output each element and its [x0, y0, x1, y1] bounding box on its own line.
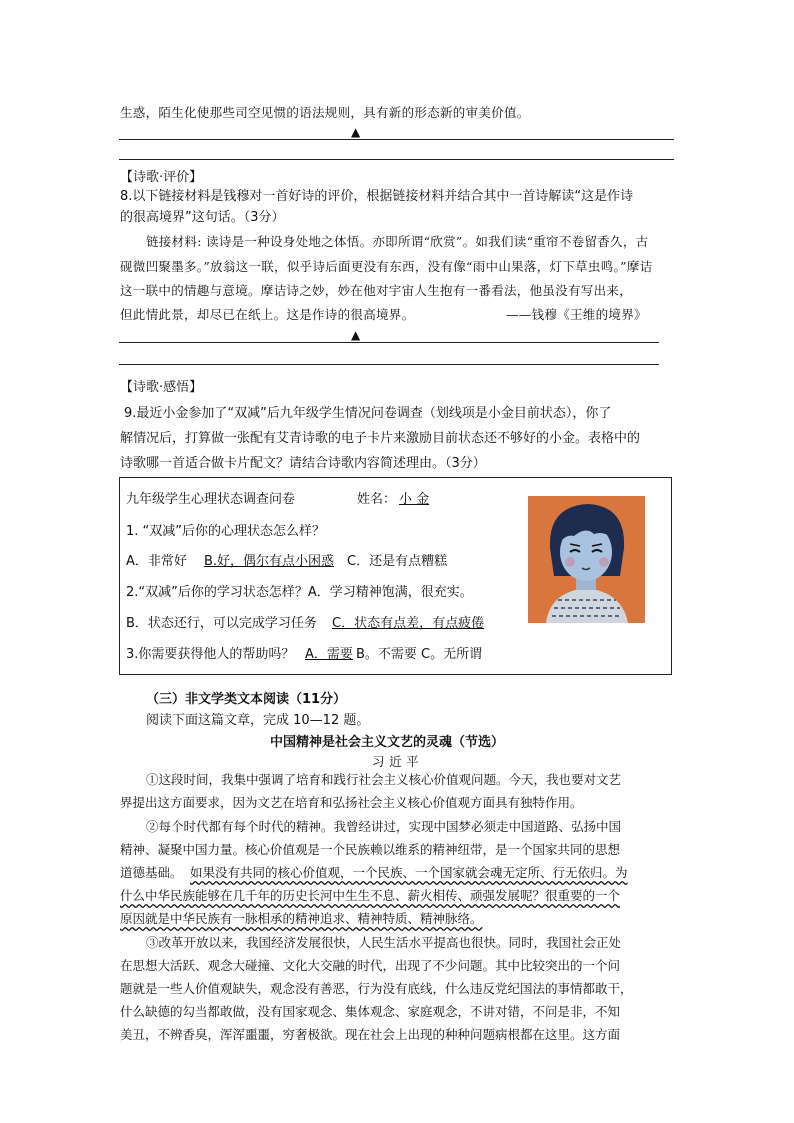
q3-option-bc: B。不需要 C。无所谓	[356, 647, 483, 662]
survey-box	[119, 477, 672, 675]
article-title: 中国精神是社会主义文艺的灵魂（节选）	[270, 735, 505, 750]
material-source: ——钱穆《王维的境界》	[506, 307, 647, 322]
article-author: 习 近 平	[372, 754, 419, 769]
answer-line	[119, 342, 659, 343]
material-line: 砚微凹聚墨多。”放翁这一联，似乎诗后面更没有东西，没有像“雨中山果落，灯下草虫鸣。”摩诘	[120, 259, 653, 274]
question-9-line: 解情况后，打算做一张配有艾青诗歌的电子卡片来激励目前状态还不够好的小金。表格中的	[120, 431, 641, 446]
article-line: ③改革开放以来，我国经济发展很快，人民生活水平提高也很快。同时，我国社会正处	[146, 935, 622, 950]
survey-title: 九年级学生心理状态调查问卷	[126, 492, 296, 507]
article-line: 精神、凝聚中国力量。核心价值观是一个民族赖以维系的精神纽带，是一个国家共同的思想	[120, 842, 621, 857]
name-label: 姓名：	[357, 492, 397, 507]
question-8-line2: 的很高境界”这句话。（3分）	[120, 210, 285, 225]
answer-line	[119, 364, 659, 365]
answer-line	[119, 159, 674, 160]
material-line: 但此情此景，却尽已在纸上。这是作诗的很高境界。	[120, 307, 415, 322]
q1-option-c: C．还是有点糟糕	[347, 554, 448, 569]
answer-mark-triangle: ▲	[351, 328, 361, 342]
reading-instruction: 阅读下面这篇文章，完成 10—12 题。	[146, 713, 370, 728]
q1-option-b: B.好，偶尔有点小困惑	[204, 554, 335, 569]
article-line-underlined: 如果没有共同的核心价值观，一个民族、一个国家就会魂无定所、行无依归。为	[190, 865, 628, 880]
answer-line	[119, 139, 674, 140]
q1-option-a: A．非常好	[126, 554, 187, 569]
article-line-underlined: 原因就是中华民族有一脉相承的精神追求、精神特质、精神脉络。	[120, 911, 483, 926]
question-8-line1: 8.以下链接材料是钱穆对一首好诗的评价，根据链接材料并结合其中一首诗解读“这是作诗	[120, 189, 634, 204]
survey-q3: 3.你需要获得他人的帮助吗？	[126, 647, 295, 662]
article-line: 什么缺德的勾当都敢做，没有国家观念、集体观念、家庭观念，不讲对错，不问是非，不知	[120, 1004, 621, 1019]
article-line-underlined: 什么中华民族能够在几千年的历史长河中生生不息、薪火相传、顽强发展呢？很重要的一个	[120, 888, 621, 903]
question-9-line: 诗歌哪一首适合做卡片配文？请结合诗歌内容简述理由。（3分）	[120, 456, 486, 471]
article-line: ②每个时代都有每个时代的精神。我曾经讲过，实现中国梦必须走中国道路、弘扬中国	[146, 819, 622, 834]
section-heading-pingjia: 【诗歌·评价】	[120, 170, 203, 185]
continuation-text: 生惑，陌生化使那些司空见惯的语法规则，具有新的形态新的审美价值。	[120, 105, 530, 120]
name-value: 小 金	[399, 492, 430, 507]
survey-q1: 1. “双减”后你的心理状态怎么样？	[126, 524, 326, 539]
section-three-heading: （三）非文学类文本阅读（11分）	[146, 692, 347, 707]
section-heading-ganwu: 【诗歌·感悟】	[120, 380, 203, 395]
q2-option-c: C．状态有点差，有点疲倦	[332, 616, 485, 631]
article-line: 界提出这方面要求，因为文艺在培育和弘扬社会主义核心价值观方面具有独特作用。	[120, 795, 583, 810]
material-line: 这一联中的情趣与意境。摩诘诗之妙，妙在他对宇宙人生抱有一番看法，他虽没有写出来，	[120, 283, 633, 298]
q3-option-a: A．需要	[305, 647, 353, 662]
article-line: 题就是一些人价值观缺失，观念没有善恶，行为没有底线，什么违反党纪国法的事情都敢干，	[120, 981, 633, 996]
article-line: ①这段时间，我集中强调了培育和践行社会主义核心价值观问题。今天，我也要对文艺	[146, 772, 622, 787]
q2-option-b: B．状态还行，可以完成学习任务	[126, 616, 317, 631]
article-line: 在思想大活跃、观念大碰撞、文化大交融的时代，出现了不少问题。其中比较突出的一个问	[120, 958, 621, 973]
material-line: 链接材料: 读诗是一种设身处地之体悟。亦即所谓“欣赏”。如我们读“重帘不卷留香久，古	[146, 234, 649, 249]
girl-portrait-image	[528, 496, 645, 623]
answer-mark-triangle: ▲	[351, 125, 361, 139]
article-line: 美丑，不辨香臭，浑浑噩噩，穷奢极欲。现在社会上出现的种种问题病根都在这里。这方面	[120, 1027, 621, 1042]
question-9-line: 9.最近小金参加了“双减”后九年级学生情况问卷调查（划线项是小金目前状态），你了	[124, 406, 612, 421]
survey-q2: 2.“双减”后你的学习状态怎样？A．学习精神饱满，很充实。	[126, 585, 473, 600]
article-line: 道德基础。	[120, 865, 183, 880]
